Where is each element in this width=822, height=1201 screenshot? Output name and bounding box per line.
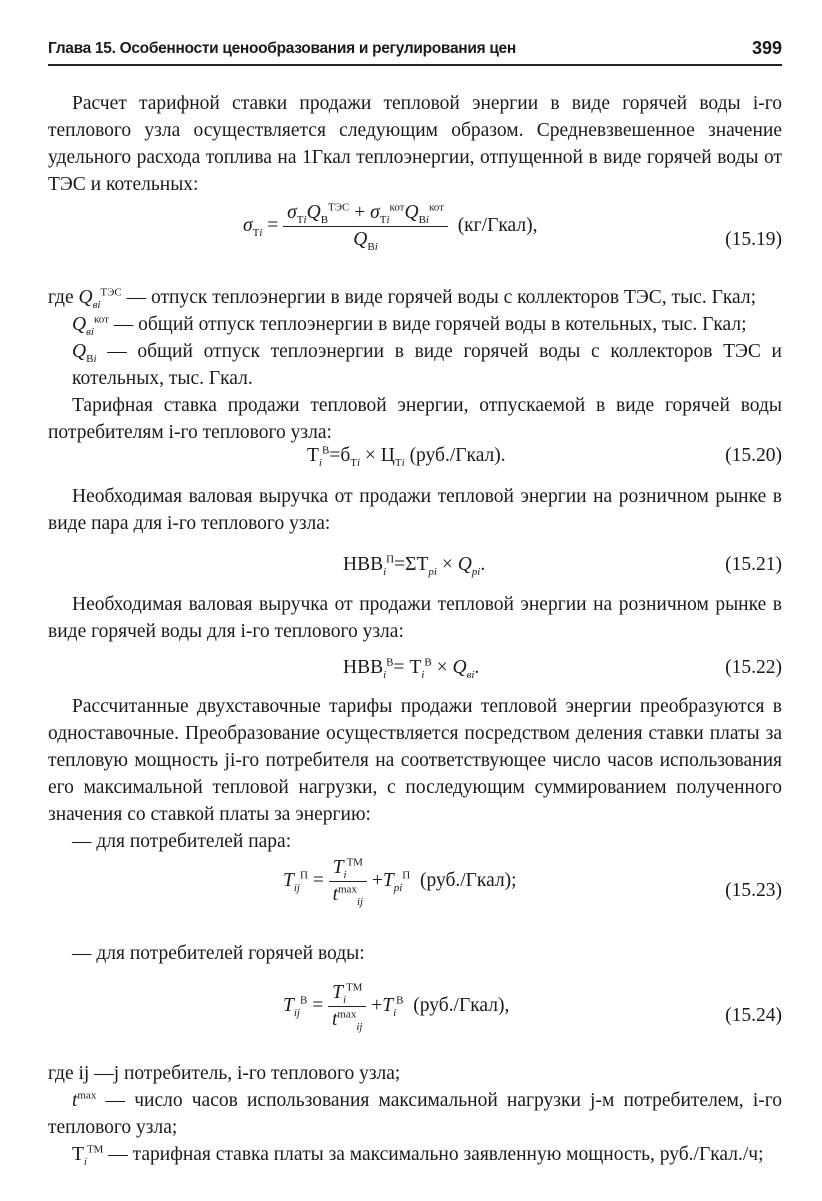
chapter-title: Глава 15. Особенности ценообразования и регулирования цен bbox=[48, 40, 516, 57]
definitions-1: где $Q_{вi}^{ТЭС}$ — отпуск теплоэнергии в виде горячей воды с коллекторов ТЭС, тыс. Гкал; $Q_{вi}^{кот}$ — общий отпуск теплоэнергии в виде горячей воды в котельных, тыс. Гкал; $Q_{Вi}$ — общий отпуск теплоэнергии в виде горячей воды с коллекторов ТЭС и котельных, тыс. Гкал. Тарифная ставка продажи тепловой энергии, отпускаемой в виде горячей воды потребителям i-го теплового узла: bbox=[48, 284, 782, 446]
definitions-2: где ij —j потребитель, i-го теплового узла; $t^{max}$ — число часов использования максимальной нагрузки j-м потребителем, i-го теплового узла; $Т_i^{ТМ}$ — тарифная ставка платы за максимально заявленную мощность, руб./Гкал./ч; bbox=[48, 1060, 782, 1168]
eq24-unit: (руб./Гкал), bbox=[413, 994, 510, 1016]
eq20-unit: (руб./Гкал). bbox=[409, 445, 506, 466]
paragraph-1: Расчет тарифной ставки продажи тепловой энергии в виде горячей воды i-го теплового узла осуществляется следующим образом. Средневзвешенное значение удельного расхода топлива на 1Гкал теплоэнергии, отпущенной в виде горячей воды от ТЭС и котельных: bbox=[48, 93, 782, 195]
def2-text: — общий отпуск теплоэнергии в виде горячей воды в котельных, тыс. Гкал; bbox=[113, 314, 747, 335]
eq23-number: (15.23) bbox=[725, 880, 782, 901]
def5-text: — число часов использования максимальной нагрузки j-м потребителем, i-го теплового узла; bbox=[48, 1090, 783, 1138]
paragraph-3: Необходимая валовая выручка от продажи тепловой энергии на розничном рынке в виде пара для i-го теплового узла: bbox=[48, 486, 782, 534]
def1-text: — отпуск теплоэнергии в виде горячей воды с коллекторов ТЭС, тыс. Гкал; bbox=[126, 287, 757, 308]
eq24-number: (15.24) bbox=[725, 1005, 782, 1026]
equation-15-20: $Т_i^В=б_{Тi} \times Ц_{Тi}$ (руб./Гкал). bbox=[307, 444, 506, 469]
equation-15-23: $T_{ij}^П$ = $\frac{T_i^{ТМ}}{t^{max}_{ij}}$ $+T_{pi}^П$ (руб./Гкал); bbox=[283, 856, 517, 908]
paragraph-4: Необходимая валовая выручка от продажи тепловой энергии на розничном рынке в виде горячей воды для i-го теплового узла: bbox=[48, 594, 782, 642]
equation-15-22: $НВВ_i^В= Т_i^В \times Q_{вi}$. bbox=[343, 656, 480, 681]
eq21-number: (15.21) bbox=[725, 554, 782, 575]
eq22-number: (15.22) bbox=[725, 657, 782, 678]
def6-text: — тарифная ставка платы за максимально заявленную мощность, руб./Гкал./ч; bbox=[108, 1144, 764, 1165]
paragraph-5: Рассчитанные двухставочные тарифы продажи тепловой энергии преобразуются в одноставочные. Преобразование осуществляется посредством деления ставки платы за тепловую мощность ji-го потребителя на соответствующее число часов использования его максимальной тепловой нагрузки, с последующим суммированием полученного значения со ставкой платы за энергию: — для потребителей пара: bbox=[48, 693, 782, 855]
page-number: 399 bbox=[751, 38, 782, 58]
equation-15-24: $T_{ij}^В$ = $\frac{T_i^{ТМ}}{t^{max}_{ij}}$ $+T_i^В$ (руб./Гкал), bbox=[283, 981, 510, 1033]
paragraph-2: Тарифная ставка продажи тепловой энергии, отпускаемой в виде горячей воды потребителям i-го теплового узла: bbox=[48, 395, 782, 443]
def3-text: — общий отпуск теплоэнергии в виде горячей воды с коллекторов ТЭС и котельных, тыс. Гкал. bbox=[72, 341, 782, 389]
page-header bbox=[48, 38, 782, 66]
eq23-unit: (руб./Гкал); bbox=[419, 869, 517, 891]
equation-15-19: $\sigma_{Тi}$ = $\frac{\sigma_{Тi}Q_В^{ТЭС} + \sigma_{Тi}^{кот}Q_{Вi}^{кот}}{Q_{Вi}}$ (кг/Гкал), bbox=[243, 201, 538, 253]
def4-text: где ij —j потребитель, i-го теплового узла; bbox=[48, 1063, 401, 1084]
eq20-number: (15.20) bbox=[725, 445, 782, 466]
eq19-number: (15.19) bbox=[725, 229, 782, 250]
bullet-hot-water: — для потребителей горячей воды: bbox=[72, 943, 365, 964]
bullet-steam: — для потребителей пара: bbox=[72, 831, 292, 852]
equation-15-21: $НВВ_i^П=\Sigma Т_{pi} \times Q_{pi}$. bbox=[343, 553, 486, 578]
eq19-unit: (кг/Гкал), bbox=[457, 214, 538, 236]
